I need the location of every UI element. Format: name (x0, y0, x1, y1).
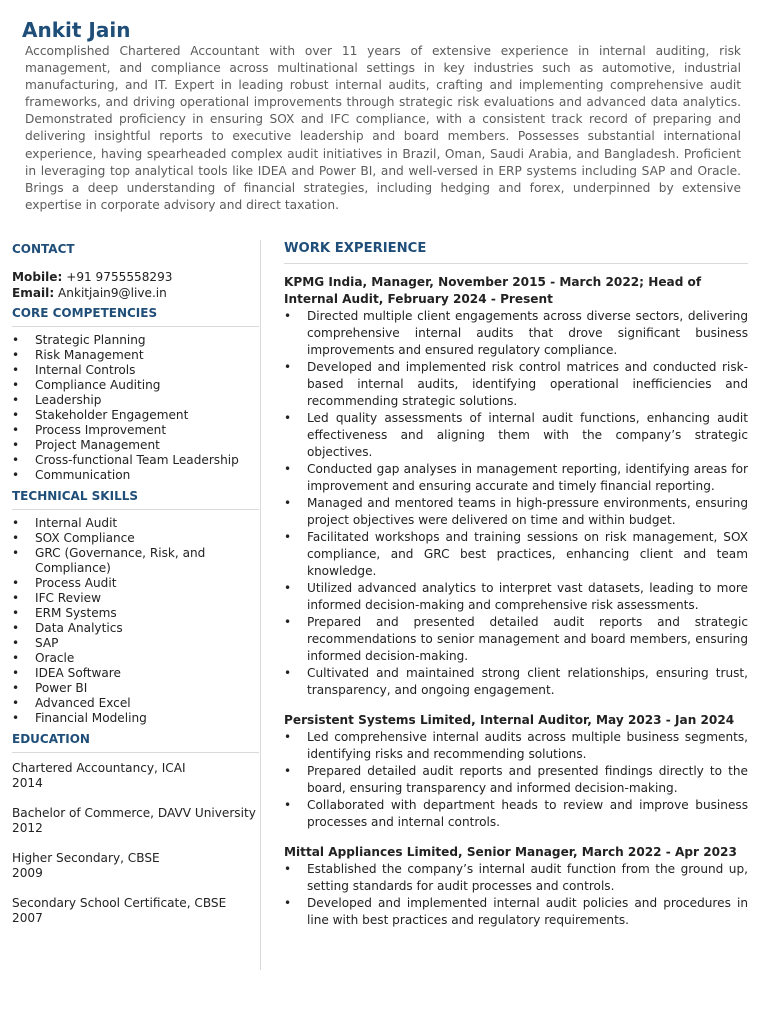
job-bullet: • Established the company’s internal audit function from the ground up, setting standards for audit processes and controls. (284, 861, 748, 895)
email-value: Ankitjain9@live.in (54, 285, 167, 300)
candidate-name: Ankit Jain (22, 18, 131, 42)
education-degree: Bachelor of Commerce, DAVV University (12, 806, 256, 820)
list-item: • Cross-functional Team Leadership (12, 453, 259, 468)
education-year: 2012 (12, 821, 43, 835)
job-title: Persistent Systems Limited, Internal Auditor, May 2023 - Jan 2024 (284, 713, 735, 727)
list-item: • Project Management (12, 438, 259, 453)
list-item: • Process Improvement (12, 423, 259, 438)
job-bullet: • Directed multiple client engagements across diverse sectors, delivering comprehensive internal audits that drove significant business improvements and ensured regulatory compliance. (284, 308, 748, 359)
education-entry (12, 851, 259, 881)
education-entry (12, 896, 259, 926)
job-bullet: • Led quality assessments of internal audit functions, enhancing audit effectiveness and aligning them with the company’s strategic objectives. (284, 410, 748, 461)
mobile-value: +91 9755558293 (62, 270, 173, 284)
list-item: • Internal Controls (12, 363, 259, 378)
work-experience-heading: WORK EXPERIENCE (284, 240, 748, 264)
list-item: • Strategic Planning (12, 333, 259, 348)
technical-skills-heading: TECHNICAL SKILLS (12, 487, 259, 510)
list-item: • Compliance Auditing (12, 378, 259, 393)
job-bullet: • Collaborated with department heads to review and improve business processes and internal controls. (284, 797, 748, 831)
job-bullet: • Prepared and presented detailed audit reports and strategic recommendations to senior management and board members, ensuring informed decision-making. (284, 614, 748, 665)
core-competencies-heading: CORE COMPETENCIES (12, 304, 259, 327)
job-bullet: • Cultivated and maintained strong client relationships, ensuring trust, transparency, and ongoing engagement. (284, 665, 748, 699)
contact-details (12, 270, 259, 301)
list-item: • Leadership (12, 393, 259, 408)
column-divider (260, 240, 261, 970)
list-item: • Oracle (12, 651, 259, 666)
list-item: • IFC Review (12, 591, 259, 606)
list-item: • Advanced Excel (12, 696, 259, 711)
list-item: • Financial Modeling (12, 711, 259, 726)
job-bullet: • Developed and implemented internal audit policies and procedures in line with best practices and regulatory requirements. (284, 895, 748, 929)
education-year: 2007 (12, 911, 43, 925)
job-bullet: • Led comprehensive internal audits across multiple business segments, identifying risks and recommending solutions. (284, 729, 748, 763)
job-bullet: • Facilitated workshops and training sessions on risk management, SOX compliance, and GRC best practices, enhancing client and team knowledge. (284, 529, 748, 580)
education-year: 2014 (12, 776, 43, 790)
profile-summary: Accomplished Chartered Accountant with over 11 years of extensive experience in internal auditing, risk management, and compliance across multinational settings in key industries such as automotive, industrial manufacturing, and IT. Expert in leading robust internal audits, crafting and implementing comprehensive audit frameworks, and driving operational improvements through strategic risk evaluations and advanced data analytics. Demonstrated proficiency in ensuring SOX and IFC compliance, with a consistent track record of preparing and delivering insightful reports to executive leadership and board members. Possesses substantial international experience, having spearheaded complex audit initiatives in Brazil, Oman, Saudi Arabia, and Bangladesh. Proficient in leveraging top analytical tools like IDEA and Power BI, and well-versed in ERP systems including SAP and Oracle. Brings a deep understanding of financial strategies, including hedging and forex, underpinned by extensive expertise in corporate advisory and direct taxation. (25, 44, 741, 212)
right-column (284, 240, 748, 942)
education-entry (12, 761, 259, 791)
technical-skills-list (12, 516, 259, 726)
core-competencies-list (12, 333, 259, 483)
job-bullets (284, 861, 748, 929)
job-bullets (284, 308, 748, 699)
list-item: • Data Analytics (12, 621, 259, 636)
list-item: • GRC (Governance, Risk, and Compliance) (12, 546, 259, 576)
education-degree: Higher Secondary, CBSE (12, 851, 160, 865)
list-item: • Communication (12, 468, 259, 483)
mobile-line (12, 270, 259, 286)
job-title: KPMG India, Manager, November 2015 - March 2022; Head of Internal Audit, February 2024 - Present (284, 275, 702, 306)
list-item: • Power BI (12, 681, 259, 696)
education-year: 2009 (12, 866, 43, 880)
email-line (12, 286, 259, 302)
education-degree: Chartered Accountancy, ICAI (12, 761, 186, 775)
list-item: • SAP (12, 636, 259, 651)
education-heading: EDUCATION (12, 730, 259, 753)
contact-heading: CONTACT (12, 242, 75, 256)
list-item: • Risk Management (12, 348, 259, 363)
left-column (12, 240, 259, 941)
job-bullet: • Prepared detailed audit reports and presented findings directly to the board, ensuring transparency and informed decision-making. (284, 763, 748, 797)
job-bullet: • Utilized advanced analytics to interpret vast datasets, leading to more informed decision-making and comprehensive risk assessments. (284, 580, 748, 614)
job-bullet: • Conducted gap analyses in management reporting, identifying areas for improvement and ensuring accurate and timely financial reporting. (284, 461, 748, 495)
list-item: • Stakeholder Engagement (12, 408, 259, 423)
list-item: • IDEA Software (12, 666, 259, 681)
job-bullet: • Developed and implemented risk control matrices and conducted risk-based internal audits, identifying operational inefficiencies and recommending strategic solutions. (284, 359, 748, 410)
education-degree: Secondary School Certificate, CBSE (12, 896, 227, 910)
job-bullets (284, 729, 748, 831)
job-title: Mittal Appliances Limited, Senior Manager, March 2022 - Apr 2023 (284, 845, 737, 859)
list-item: • ERM Systems (12, 606, 259, 621)
job-bullet: • Managed and mentored teams in high-pressure environments, ensuring project objectives were delivered on time and within budget. (284, 495, 748, 529)
mobile-label: Mobile: (12, 270, 63, 284)
email-label: Email: (12, 285, 55, 300)
list-item: • Process Audit (12, 576, 259, 591)
education-entry (12, 806, 259, 836)
list-item: • Internal Audit (12, 516, 259, 531)
list-item: • SOX Compliance (12, 531, 259, 546)
